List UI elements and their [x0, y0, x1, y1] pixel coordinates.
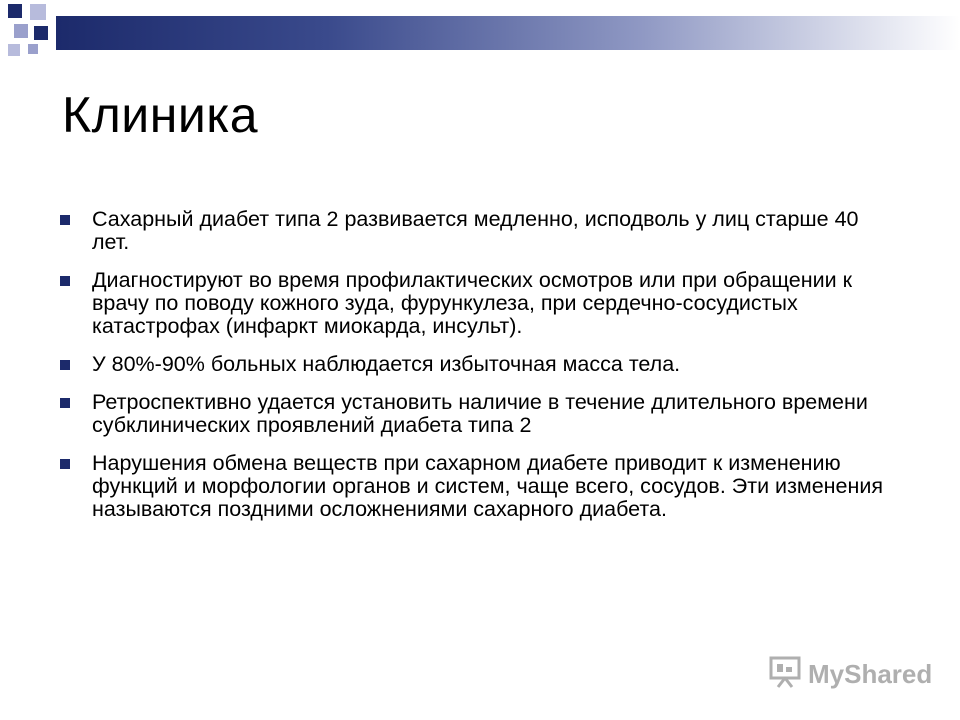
watermark-text: MyShared: [808, 658, 933, 689]
watermark-logo: [768, 656, 932, 692]
corner-square-mid-2: [28, 44, 38, 54]
header-gradient-band: [56, 16, 960, 50]
bullet-item: [60, 391, 890, 437]
bullet-text: Сахарный диабет типа 2 развивается медленно, исподволь у лиц старше 40 лет.: [92, 207, 859, 254]
square-bullet-icon: [60, 276, 70, 286]
corner-square-navy-2: [34, 26, 48, 40]
bullet-item: [60, 353, 890, 376]
bullet-list: [60, 208, 890, 536]
corner-square-light-2: [8, 44, 20, 56]
bullet-text: У 80%-90% больных наблюдается избыточная масса тела.: [92, 352, 681, 376]
bullet-text: Диагностируют во время профилактических осмотров или при обращении к врачу по поводу кожного зуда, фурункулеза, при сердечно-сосудистых катастрофах (инфаркт миокарда, инсульт).: [92, 268, 853, 338]
bullet-item: [60, 452, 890, 521]
corner-square-mid: [14, 24, 28, 38]
square-bullet-icon: [60, 459, 70, 469]
slide-title: Клиника: [62, 87, 259, 143]
bullet-item: [60, 269, 890, 338]
corner-square-navy: [8, 4, 22, 18]
corner-square-light: [30, 4, 46, 20]
bullet-item: [60, 208, 890, 254]
square-bullet-icon: [60, 398, 70, 408]
square-bullet-icon: [60, 360, 70, 370]
bullet-text: Нарушения обмена веществ при сахарном диабете приводит к изменению функций и морфологии органов и систем, чаще всего, сосудов. Эти изменения называются поздними осложнениями сахарного диабета.: [92, 451, 884, 521]
square-bullet-icon: [60, 215, 70, 225]
bullet-text: Ретроспективно удается установить наличие в течение длительного времени субклинических проявлений диабета типа 2: [92, 390, 868, 437]
presentation-board-icon: [768, 655, 802, 694]
